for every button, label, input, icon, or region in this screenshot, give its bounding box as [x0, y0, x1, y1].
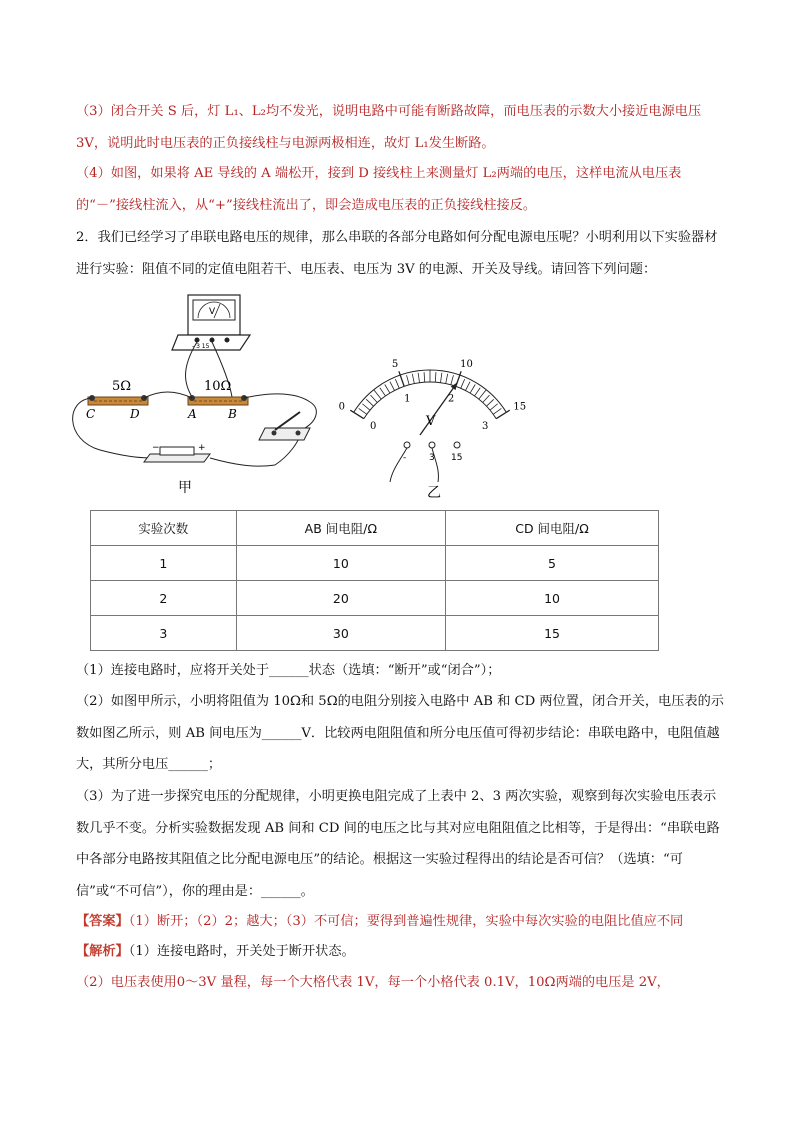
dial-tick	[424, 372, 425, 382]
dial-tick	[380, 388, 386, 396]
dial-tick	[493, 408, 501, 414]
question-2-1: （1）连接电路时，应将开关处于______状态（选填：“断开”或“闭合”）；	[76, 663, 501, 678]
table-cell: 15	[446, 616, 659, 651]
dial-label-upper: 5	[391, 358, 399, 370]
dial-tick	[366, 399, 373, 406]
dial-tick	[470, 385, 475, 394]
table-cell: 10	[236, 546, 445, 581]
table-cell: 20	[236, 581, 445, 616]
dial-term-15: 15	[451, 453, 463, 463]
table-cell: 3	[91, 616, 237, 651]
answer-tag: 【答案】	[76, 914, 129, 929]
dial-tick	[486, 399, 493, 406]
dial-tick	[385, 385, 390, 394]
dial-tick	[451, 375, 454, 385]
dial-tick	[412, 374, 414, 384]
table-cell: AB 间电阻/Ω	[236, 511, 445, 546]
voltmeter-v-label: V	[209, 307, 216, 317]
analysis-line	[76, 936, 724, 968]
dial-pointer-head	[451, 383, 457, 390]
terminal-d-label: D	[130, 407, 140, 421]
table-row	[91, 546, 659, 581]
dial-tick	[479, 390, 486, 399]
dial-tick	[362, 404, 370, 410]
answer-text: （1）断开；（2）2；越大；（3）不可信；要得到普遍性规律，实验中每次实验的电阻比值应不同	[128, 914, 684, 929]
resistor-5-ohm	[86, 379, 148, 421]
resistor-5-label: 5Ω	[112, 379, 132, 394]
table-row	[91, 581, 659, 616]
dial-tick	[350, 410, 364, 418]
analysis-text: （1）连接电路时，开关处于断开状态。	[128, 944, 355, 959]
question-2-intro: 2．我们已经学习了串联电路电压的规律，那么串联的各部分电路如何分配电源电压呢？小明利用以下实验器材进行实验：阻值不同的定值电阻若干、电压表、电压为 3V 的电源、开关及导线。请回答下列问题：	[76, 230, 718, 277]
voltmeter-terminals: - 3 15	[192, 343, 210, 350]
table-cell: 5	[446, 546, 659, 581]
table-header-row	[91, 511, 659, 546]
table-row	[91, 616, 659, 651]
switch-icon	[259, 412, 310, 440]
terminal-b-label: B	[228, 407, 237, 421]
resistor-10-label: 10Ω	[204, 379, 232, 394]
experiment-table	[90, 510, 659, 651]
table-cell: 实验次数	[91, 511, 237, 546]
battery-minus-label: −	[152, 443, 160, 453]
dial-tick	[435, 372, 436, 382]
terminal-a-label: A	[188, 407, 197, 421]
dial-label-lower: 0	[370, 421, 377, 433]
dial-tick	[483, 395, 490, 402]
dial-tick	[475, 388, 481, 396]
table-cell: 2	[91, 581, 237, 616]
paragraph-analysis-3: （3）闭合开关 S 后，灯 L₁、L₂均不发光，说明电路中可能有断路故障，而电压表的示数大小接近电源电压 3V，说明此时电压表的正负接线柱与电源两极相连，故灯 L₁发生断路。	[76, 104, 702, 151]
dial-term-3: 3	[429, 453, 435, 463]
dial-tick	[395, 379, 399, 388]
dial-tick	[440, 373, 441, 383]
terminal-c-label: C	[86, 407, 96, 421]
paragraph-analysis-4: （4）如图，如果将 AE 导线的 A 端松开，接到 D 接线柱上来测量灯 L₂两端的电压，这样电流从电压表的“－”接线柱流入，从“+”接线柱流出了，即会造成电压表的正负接线柱接反。	[76, 166, 682, 213]
dial-tick	[359, 408, 367, 414]
dial-label-upper: 15	[513, 401, 527, 413]
table-cell: 1	[91, 546, 237, 581]
table-cell: 30	[236, 616, 445, 651]
dial-label-lower: 1	[404, 393, 411, 405]
battery-plus-label: +	[198, 443, 206, 453]
dial-tick	[446, 374, 448, 384]
dial-tick	[465, 382, 470, 391]
dial-tick	[461, 379, 465, 388]
dial-label-upper: 10	[460, 358, 473, 370]
circuit-figure	[60, 290, 560, 505]
dial-term-minus: -	[403, 453, 407, 463]
dial-tick	[407, 375, 410, 385]
dial-terminals	[390, 442, 462, 482]
table-cell: CD 间电阻/Ω	[446, 511, 659, 546]
dial-tick	[418, 373, 419, 383]
dial-tick	[496, 410, 510, 418]
dial-label-lower: 2	[447, 393, 455, 405]
table-cell: 10	[446, 581, 659, 616]
figure-jia-label: 甲	[178, 480, 192, 496]
dial-unit-label: V	[426, 414, 436, 429]
figure-yi-label: 乙	[427, 485, 441, 501]
resistor-10-ohm	[187, 379, 248, 421]
analysis-line-2: （2）电压表使用0～3V 量程，每一个大格代表 1V，每一个小格代表 0.1V，10Ω两端的电压是 2V，	[76, 975, 670, 990]
question-2-2: （2）如图甲所示，小明将阻值为 10Ω和 5Ω的电阻分别接入电路中 AB 和 CD 两位置，闭合开关，电压表的示数如图乙所示，则 AB 间电压为______V．比较两电阻阻值和所分电压值可得初步结论：串联电路中，电阻值越大，其所分电压______；	[76, 694, 724, 772]
question-2-3: （3）为了进一步探究电压的分配规律，小明更换电阻完成了上表中 2、3 两次实验，观察到每次实验电压表示数几乎不变。分析实验数据发现 AB 间和 CD 间的电压之比与其对应电阻阻值之比相等，于是得出：“串联电路中各部分电路按其阻值之比分配电源电压”的结论。根据这一实验过程得出的结论是否可信？（选填：“可信”或“不可信”），你的理由是：______。	[76, 789, 720, 899]
answer-line	[76, 906, 724, 938]
dial-label-lower: 3	[481, 421, 489, 433]
dial-tick	[371, 395, 378, 402]
dial-tick	[490, 404, 498, 410]
dial-label-upper: 0	[338, 401, 346, 413]
dial-tick	[374, 390, 381, 399]
battery-icon	[144, 443, 210, 462]
voltmeter-icon	[172, 295, 250, 350]
analysis-tag: 【解析】	[76, 944, 129, 959]
dial-tick	[390, 382, 395, 391]
